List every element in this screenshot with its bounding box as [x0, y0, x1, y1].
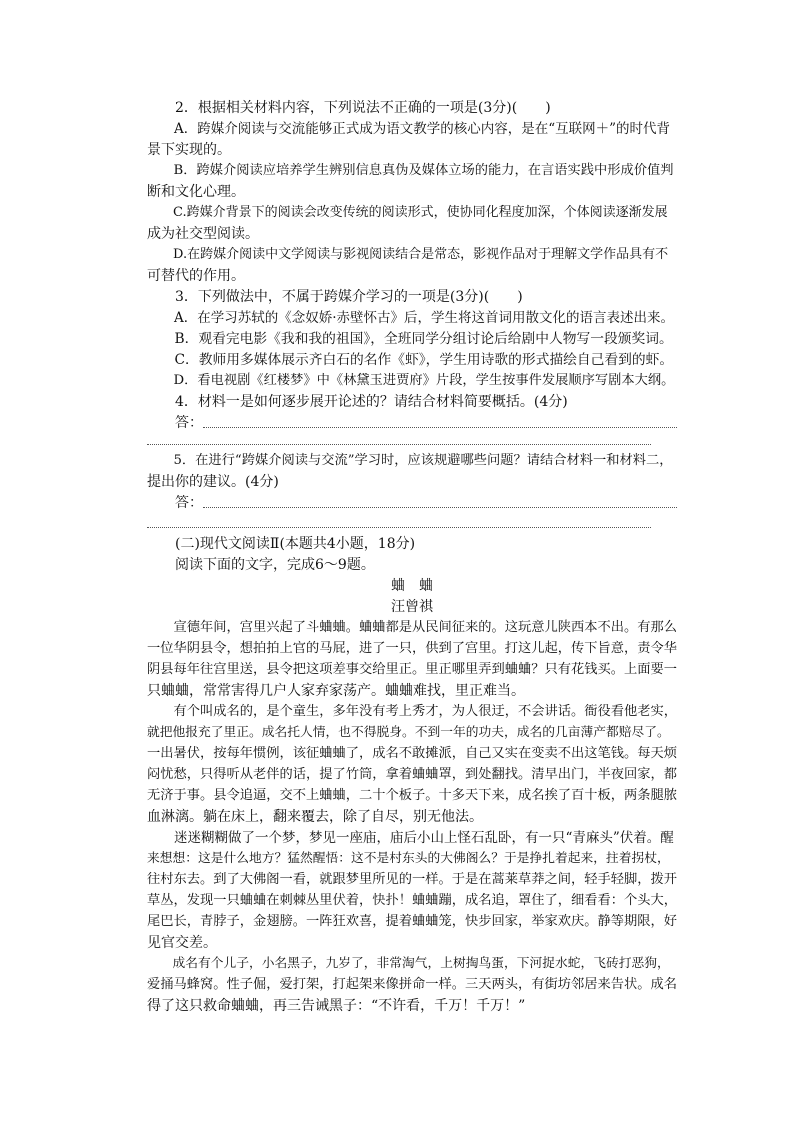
q3-stem: 3．下列做法中，不属于跨媒介学习的一项是(3分)( ) — [147, 289, 523, 305]
q3-option-d: D．看电视剧《红楼梦》中《林黛玉进贾府》片段，学生按事件发展顺序写剧本大纲。 — [147, 373, 675, 388]
q2-option-d-cont: 可替代的作用。 — [147, 268, 245, 284]
story-line: 只蛐蛐，常常害得几户人家弃家荡产。蛐蛐难找，里正难当。 — [147, 683, 525, 699]
story-line: 一出暑伏，按每年惯例，该征蛐蛐了，成名不敢摊派，自己又实在变卖不出这笔钱。每天烦 — [147, 746, 677, 761]
q3-option-a: A．在学习苏轼的《念奴娇·赤壁怀古》后，学生将这首词用散文化的语言表述出来。 — [147, 310, 675, 326]
story-line: 宣德年间，宫里兴起了斗蛐蛐。蛐蛐都是从民间征来的。这玩意儿陕西本不出。有那么 — [147, 620, 677, 635]
q3-option-b: B．观看完电影《我和我的祖国》，全班同学分组讨论后给剧中人物写一段颁奖词。 — [147, 331, 673, 347]
q2-option-b: B．跨媒介阅读应培养学生辨别信息真伪及媒体立场的能力，在言语实践中形成价值判 — [147, 163, 674, 178]
q2-option-a: A．跨媒介阅读与交流能够正式成为语文教学的核心内容，是在“互联网＋”的时代背 — [147, 121, 671, 137]
q4-answer-line[interactable] — [147, 413, 677, 435]
q2-option-b-cont: 断和文化心理。 — [147, 184, 245, 200]
story-author: 汪曾祺 — [391, 599, 433, 615]
story-line: 闷忧愁，只得听从老伴的话，提了竹筒，拿着蛐蛐罩，到处翻找。清早出门，半夜回家，都 — [147, 767, 677, 782]
q5-stem-cont: 提出你的建议。(4分) — [147, 474, 279, 490]
story-line: 一位华阴县令，想拍拍上官的马屁，进了一只，供到了宫里。打这儿起，传下旨意，责令华 — [147, 641, 677, 656]
story-line: 迷迷糊糊做了一个梦，梦见一座庙，庙后小山上怪石乱卧，有一只“青麻头”伏着。醒 — [147, 830, 674, 846]
story-line: 得了这只救命蛐蛐，再三告诫黑子：“不许看，千万！千万！” — [147, 998, 526, 1014]
story-line: 来想想：这是什么地方？猛然醒悟：这不是村东头的大佛阁么？于是挣扎着起来，拄着拐杖， — [147, 851, 670, 866]
story-line: 成名有个儿子，小名黑子，九岁了，非常淘气，上树掏鸟蛋，下河捉水蛇，飞砖打恶狗， — [147, 956, 670, 971]
q2-option-d: D.在跨媒介阅读中文学阅读与影视阅读结合是常态，影视作品对于理解文学作品具有不 — [147, 247, 669, 262]
q2-option-c-cont: 成为社交型阅读。 — [147, 226, 259, 242]
q2-stem: 2．根据相关材料内容，下列说法不正确的一项是(3分)( ) — [147, 100, 551, 116]
story-line: 血淋漓。躺在床上，翻来覆去，除了自尽，别无他法。 — [147, 809, 483, 825]
q4-stem: 4．材料一是如何逐步展开论述的？请结合材料简要概括。(4分) — [147, 394, 568, 410]
q5-answer-line[interactable] — [147, 493, 677, 515]
section-instruction: 阅读下面的文字，完成6～9题。 — [147, 557, 375, 573]
story-line: 有个叫成名的，是个童生，多年没有考上秀才，为人很迂，不会讲话。衙役看他老实， — [147, 704, 677, 719]
story-line: 阴县每年往宫里送，县令把这项差事交给里正。里正哪里弄到蛐蛐？只有花钱买。上面要一 — [147, 662, 677, 677]
answer-dotted-line — [147, 527, 651, 528]
story-line: 草丛，发现一只蛐蛐在刺棘丛里伏着，快扑！蛐蛐蹦，成名追，罩住了，细看看：个头大， — [147, 893, 677, 908]
story-line: 见官交差。 — [147, 935, 217, 951]
q2-option-c: C.跨媒介背景下的阅读会改变传统的阅读形式，使协同化程度加深，个体阅读逐渐发展 — [147, 205, 668, 220]
story-title: 蛐 蛐 — [391, 578, 433, 594]
story-line: 爱捅马蜂窝。性子倔，爱打架，打起架来像拼命一样。三天两头，有街坊邻居来告状。成名 — [147, 977, 677, 992]
section-heading: (二)现代文阅读Ⅱ(本题共4小题，18分) — [147, 536, 416, 552]
q4-answer-label: 答： — [147, 415, 203, 431]
q5-answer-label: 答： — [147, 495, 203, 511]
q3-option-c: C．教师用多媒体展示齐白石的名作《虾》，学生用诗歌的形式描绘自己看到的虾。 — [147, 352, 674, 368]
answer-dotted-line — [203, 507, 677, 508]
story-line: 无济于事。县令追逼，交不上蛐蛐，二十个板子。十多天下来，成名挨了百十板，两条腿脓 — [147, 788, 677, 803]
story-line: 就把他报充了里正。成名托人情，也不得脱身。不到一年的功夫，成名的几亩薄产都赔尽了。 — [147, 725, 670, 740]
q5-stem: 5．在进行“跨媒介阅读与交流”学习时，应该规避哪些问题？请结合材料一和材料二， — [147, 453, 673, 468]
answer-dotted-line — [147, 444, 651, 445]
story-line: 尾巴长，青脖子，金翅膀。一阵狂欢喜，提着蛐蛐笼，快步回家，举家欢庆。静等期限，好 — [147, 914, 677, 929]
q2-option-a-cont: 景下实现的。 — [147, 142, 231, 158]
story-line: 往村东去。到了大佛阁一看，就跟梦里所见的一样。于是在蒿莱草莽之间，轻手轻脚，拨开 — [147, 872, 677, 887]
answer-dotted-line — [203, 427, 677, 428]
